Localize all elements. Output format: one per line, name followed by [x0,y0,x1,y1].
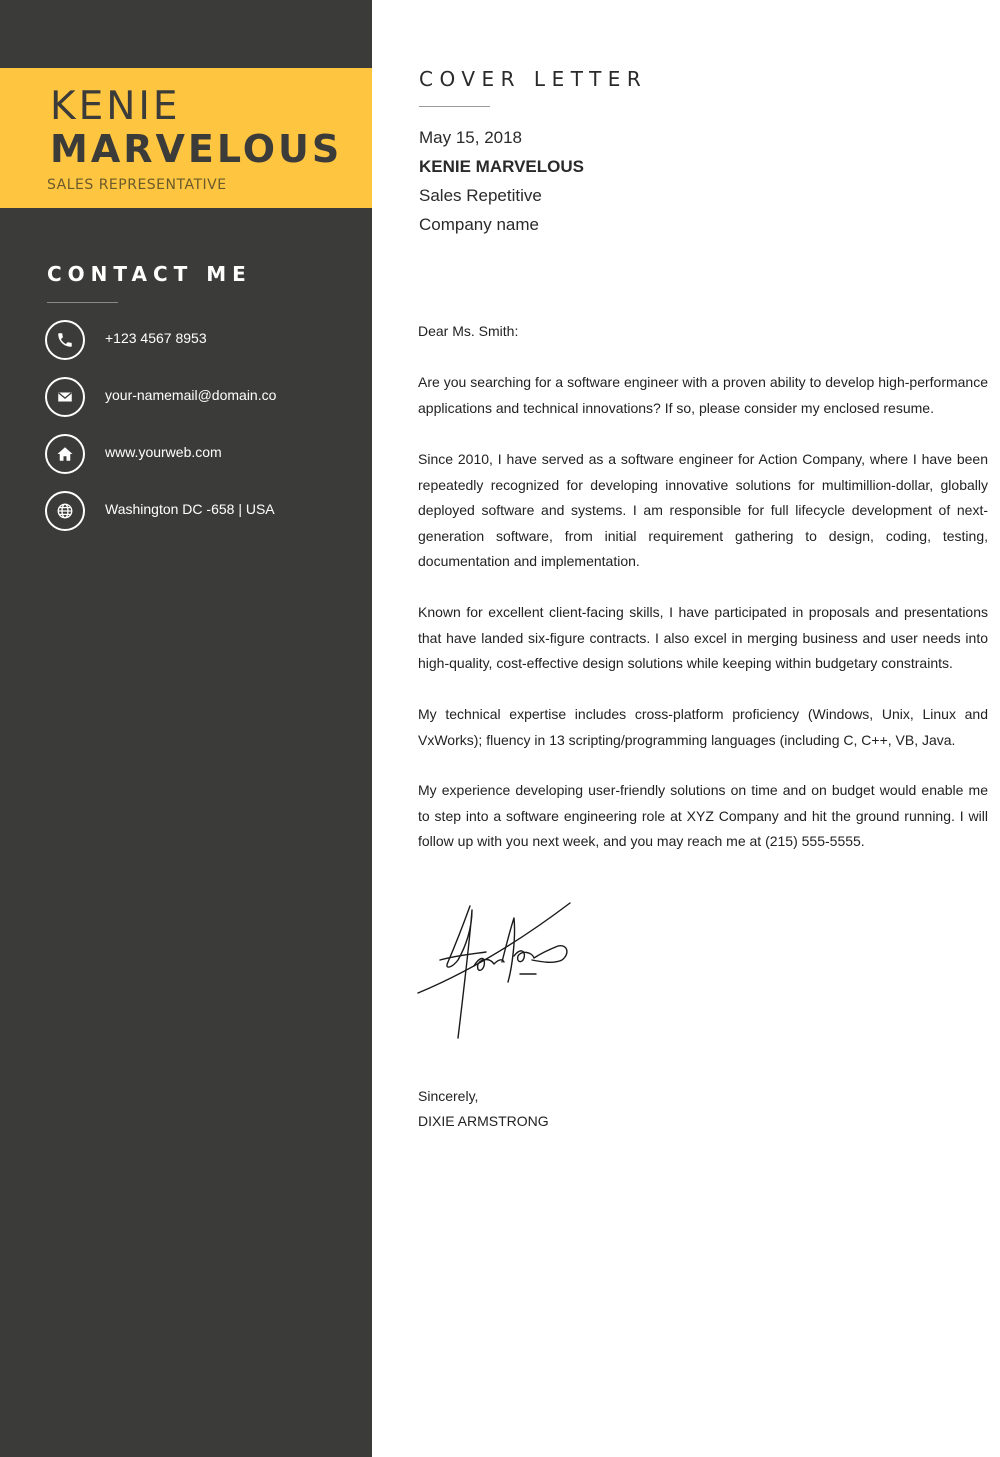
website-text: www.yourweb.com [105,444,222,460]
letter-date: May 15, 2018 [419,128,523,147]
company-name: Company name [419,215,540,234]
sender-role: Sales Repetitive [419,186,542,205]
paragraph-5: My experience developing user-friendly solutions on time and on budget would enable me to step into a software engineering role at XYZ Company and hit the ground running. I will follow up with you next week, and you may reach me at (215) 555-5555. [418,782,988,849]
contact-website [45,434,365,474]
phone-text: +123 4567 8953 [105,330,207,346]
signature-image [414,898,574,1043]
sender-name: KENIE MARVELOUS [419,157,584,176]
contact-email [45,377,365,417]
paragraph-1: Are you searching for a software engineer with a proven ability to develop high-performance applications and technical innovations? If so, please consider my enclosed resume. [418,374,988,416]
contact-heading: CONTACT ME [47,262,252,286]
email-icon [45,377,85,417]
paragraph-3: Known for excellent client-facing skills, I have participated in proposals and presentations that have landed six-figure contracts. I also excel in merging business and user needs into high-quality, cost-effective design solutions while keeping within budgetary constraints. [418,604,988,671]
salutation: Dear Ms. Smith: [418,323,519,339]
home-icon [45,434,85,474]
paragraph-4: My technical expertise includes cross-platform proficiency (Windows, Unix, Linux and VxWorks); fluency in 13 scripting/programming languages (including C, C++, VB, Java. [418,706,988,748]
address-text: Washington DC -658 | USA [105,501,275,517]
paragraph-2: Since 2010, I have served as a software engineer for Action Company, where I have been repeatedly recognized for developing innovative solutions for multimillion-dollar, globally deployed software and systems. I am responsible for full lifecycle development of next-generation software, from initial requirement gathering to design, coding, testing, documentation and implementation. [418,451,988,569]
phone-icon [45,320,85,360]
email-text: your-namemail@domain.co [105,387,277,403]
letter-heading: COVER LETTER [419,67,648,91]
signer-name: DIXIE ARMSTRONG [418,1113,549,1129]
contact-divider [47,302,118,303]
closing: Sincerely, [418,1088,479,1104]
contact-address [45,491,365,531]
last-name: MARVELOUS [50,127,343,171]
sidebar [0,0,372,1457]
letter-divider [419,106,490,107]
globe-icon [45,491,85,531]
job-title: SALES REPRESENTATIVE [47,177,227,193]
first-name: KENIE [50,84,181,129]
contact-phone [45,320,365,360]
